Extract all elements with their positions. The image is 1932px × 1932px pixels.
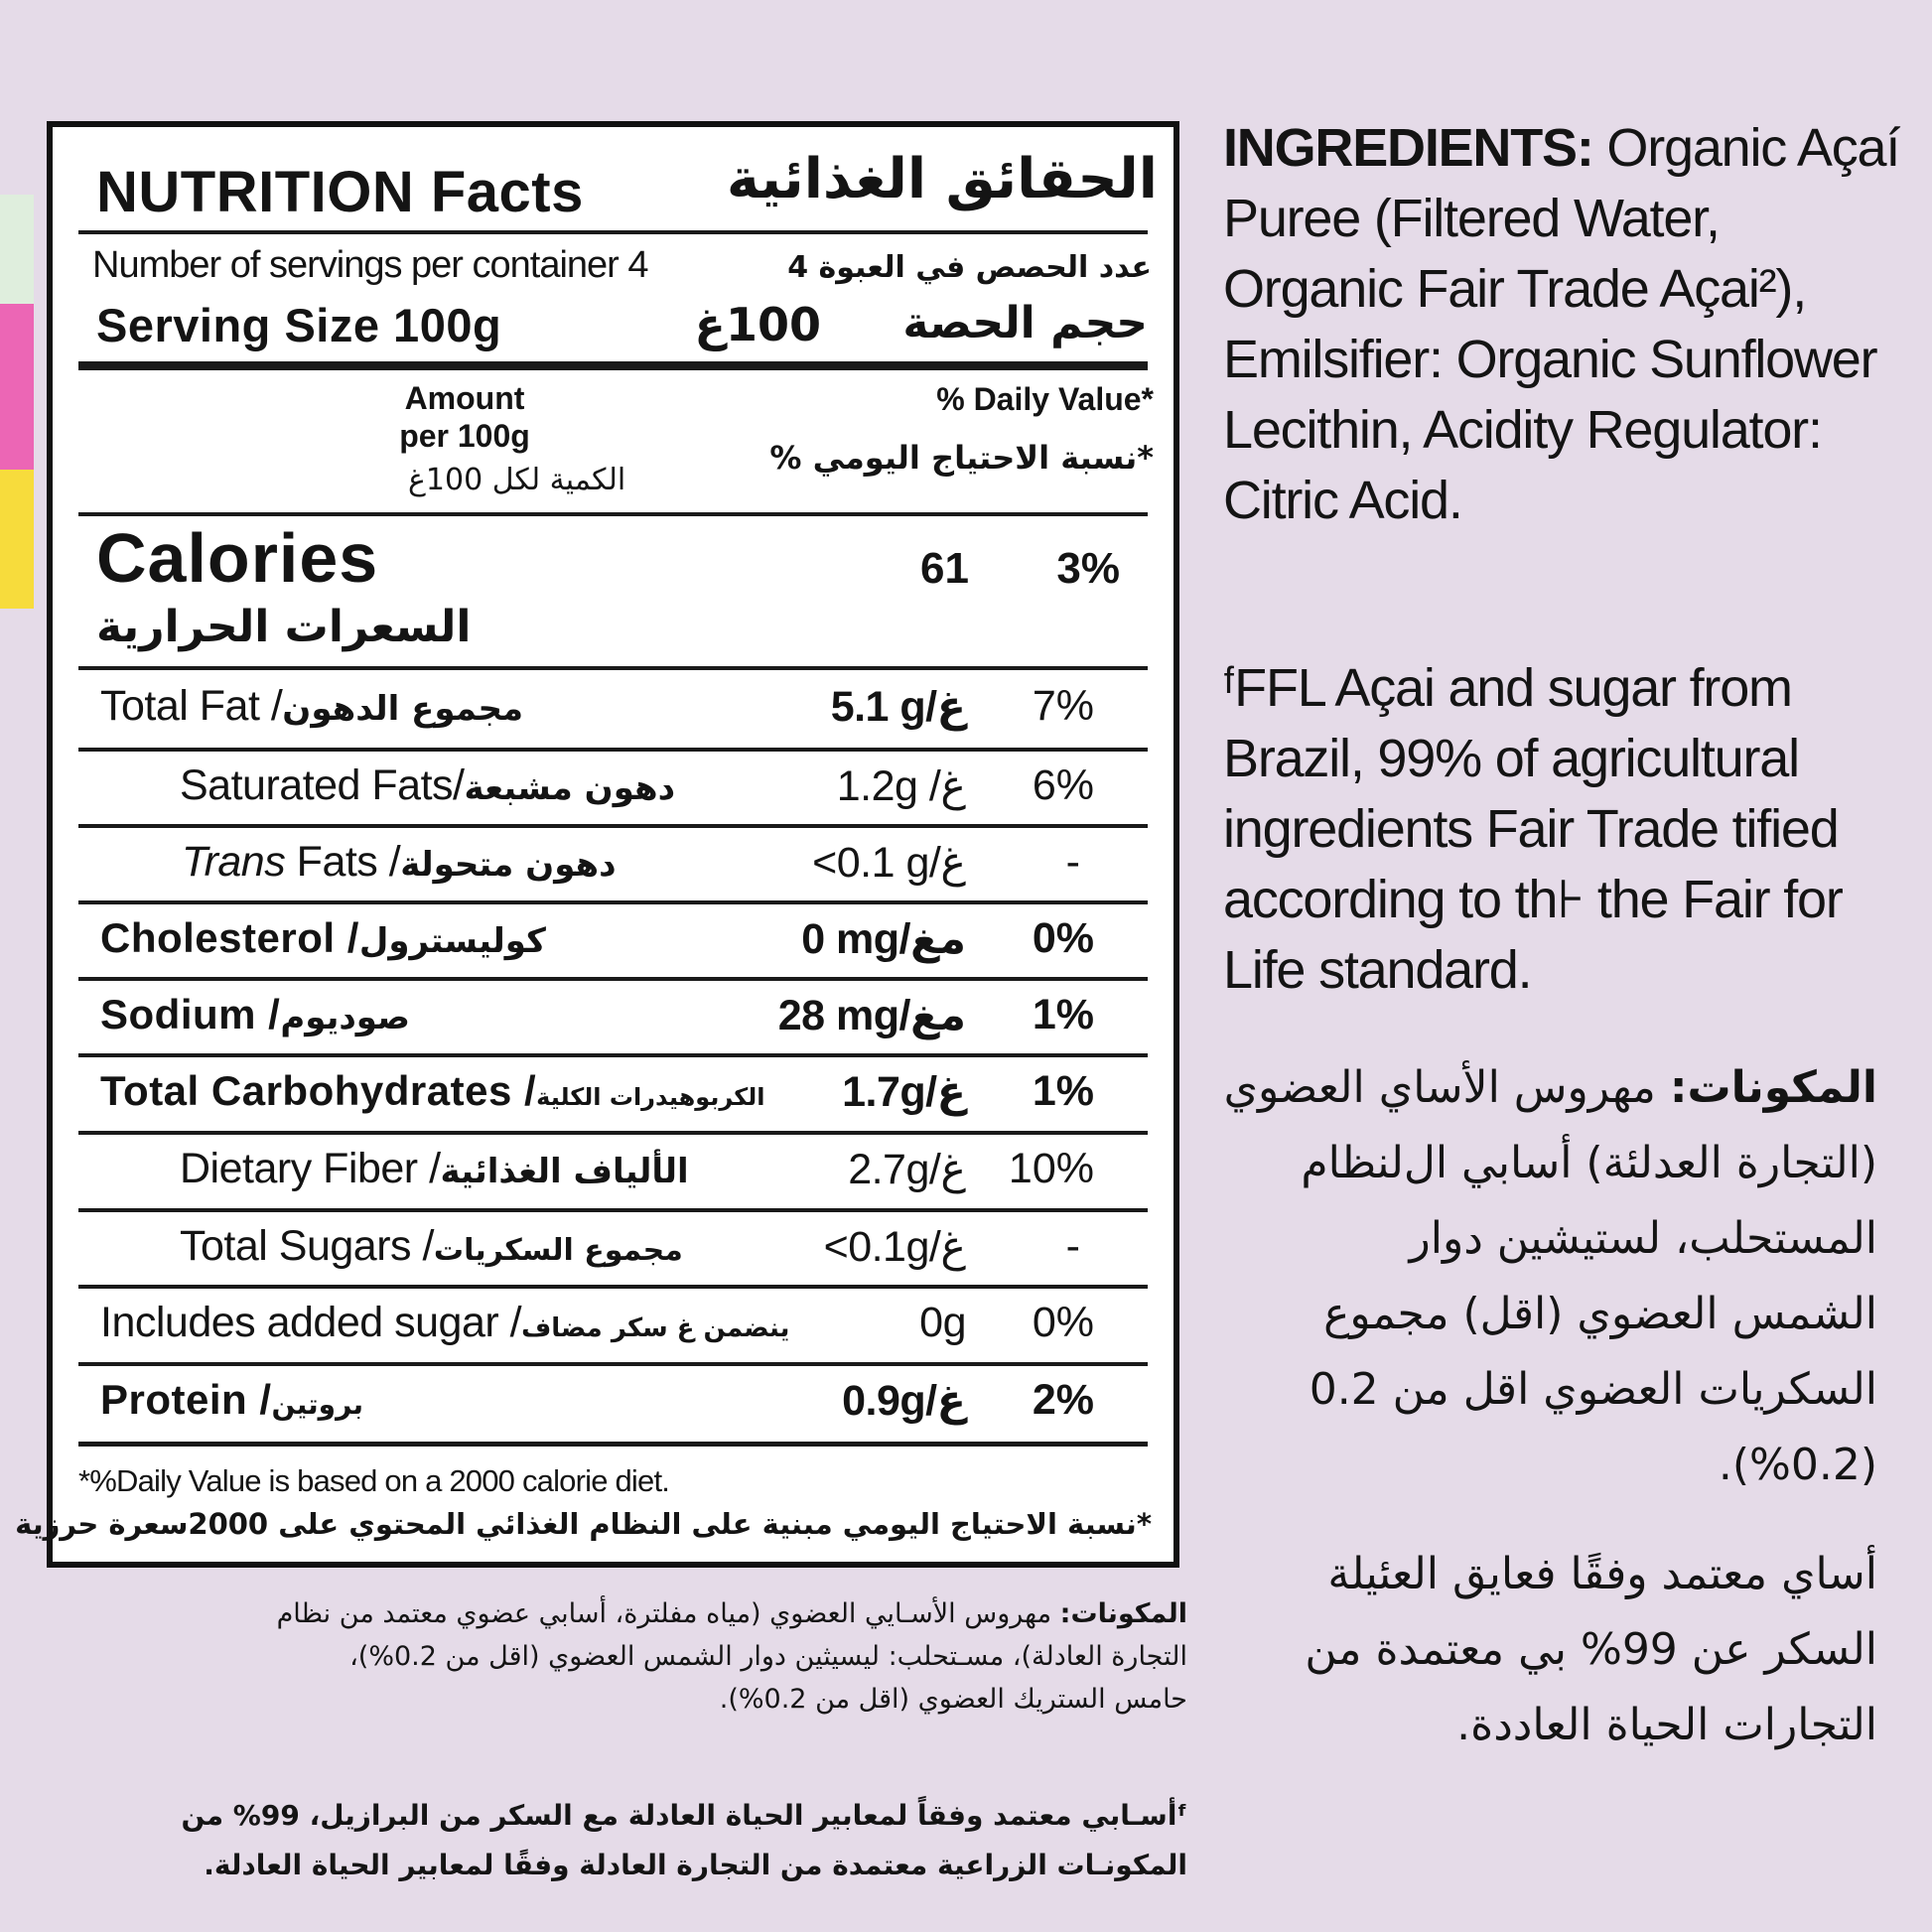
row-total-sugars (78, 1212, 1148, 1288)
row-label-en: Saturated Fats/ (180, 761, 465, 809)
row-label-ar: مجموع السكريات (433, 1233, 683, 1268)
bottom-ingredients-ar (60, 1592, 1187, 1721)
daily-value-ar: *نسبة الاحتياج اليومي % (769, 439, 1154, 477)
ingredients-line: INGREDIENTS: Organic Açaí (1223, 118, 1900, 178)
note-line: Brazil, 99% of agricultural (1223, 729, 1799, 788)
title-rule (78, 230, 1148, 234)
bottom-fairtrade-note-ar (60, 1791, 1187, 1890)
serving-size-ar: حجم الحصة (902, 298, 1148, 348)
row-label (100, 1067, 764, 1115)
row-saturated-fats (78, 752, 1148, 827)
row-label-ar: الكربوهيدرات الكلية (536, 1083, 765, 1111)
ingredients-ar (1196, 1050, 1877, 1503)
row-label-ar: الألياف الغذائية (440, 1152, 689, 1191)
footnote-en: *%Daily Value is based on a 2000 calorie diet. (78, 1463, 670, 1498)
note-line: أساي معتمد وفقًا فعايق العئيلة (1327, 1549, 1877, 1599)
ingredients-line: (%0.2). (1718, 1440, 1877, 1490)
servings-ar: عدد الحصص في العبوة 4 (787, 250, 1152, 285)
row-label-en: Total Fat / (100, 682, 283, 730)
note-line: Life standard. (1223, 940, 1532, 1000)
row-amount: <0.1 g/غ (812, 839, 966, 887)
row-label-en: Cholesterol / (100, 914, 359, 961)
row-label-ar: صوديوم (280, 998, 410, 1037)
row-label-ar: مجموع الدهون (282, 689, 523, 729)
row-label-en: Sodium / (100, 991, 281, 1037)
row-dv: 2% (1032, 1376, 1094, 1424)
row-dv: 7% (1032, 682, 1094, 730)
ingredients-line: السكريات العضوي اقل من 0.2 (1309, 1364, 1877, 1415)
row-label (180, 761, 675, 810)
row-label (100, 1376, 363, 1424)
row-dv: 6% (1032, 761, 1094, 809)
stripe-pink (0, 304, 34, 470)
row-label-ar: دهون متحولة (400, 845, 617, 885)
row-label-ar: كوليسترول (358, 921, 546, 961)
row-label-en: Total Sugars / (180, 1222, 434, 1270)
row-amount: 0g (919, 1299, 966, 1346)
row-dv: 1% (1032, 991, 1094, 1038)
servings-en: Number of servings per container 4 (92, 244, 648, 286)
ingredients-en (1223, 113, 1918, 536)
row-label (100, 991, 410, 1038)
calories-ar: السعرات الحرارية (96, 602, 472, 652)
row-dv: - (1065, 1222, 1080, 1270)
title-en: NUTRITION Facts (96, 160, 584, 224)
row-label-ar: دهون مشبعة (464, 768, 676, 808)
ingredients-line: Emilsifier: Organic Sunflower (1223, 330, 1877, 389)
amount-line1: Amount (404, 380, 525, 416)
row-trans-fats (78, 828, 1148, 903)
ingredients-heading: INGREDIENTS: (1223, 118, 1593, 178)
calories-dv: 3% (1056, 544, 1120, 593)
row-amount: 2.7g/غ (848, 1146, 966, 1193)
note-line: ingredients Fair Trade tified (1223, 799, 1839, 859)
row-amount: 28 mg/مغ (777, 992, 966, 1039)
row-label-ar: بروتين (271, 1388, 364, 1421)
note-line: المكونـات الزراعية معتمدة من التجارة العادلة وفقًا لمعابير الحياة العادلة. (204, 1849, 1187, 1881)
ingredients-heading-ar: المكونات: (1059, 1598, 1187, 1629)
ingredients-line: Citric Acid. (1223, 471, 1462, 530)
row-label-en: Dietary Fiber / (180, 1145, 441, 1192)
serving-size-en: Serving Size 100g (96, 299, 502, 351)
row-amount: 5.1 g/غ (830, 683, 966, 731)
ingredients-line: المكونات: مهروس الأسـايي العضوي (مياه مفلترة، أسابي عضوي معتمد من نظام (276, 1598, 1187, 1629)
row-amount: <0.1g/غ (823, 1223, 966, 1271)
row-amount: 0 mg/مغ (801, 915, 966, 963)
ingredients-line: الشمس العضوي (اقل) مجموع (1323, 1289, 1877, 1339)
row-added-sugar (78, 1289, 1148, 1364)
ingredients-line: المكونات: مهروس الأساي العضوي (1223, 1062, 1877, 1113)
row-label (180, 1222, 683, 1271)
amount-line2: per 100g (399, 418, 530, 454)
ingredients-line: Organic Fair Trade Açai²), (1223, 259, 1807, 319)
row-label (100, 914, 546, 962)
stripe-green (0, 195, 34, 304)
amount-header (350, 379, 579, 455)
row-dv: 0% (1032, 1299, 1094, 1346)
row-label (100, 682, 523, 731)
row-protein (78, 1366, 1148, 1442)
row-total-fat (78, 672, 1148, 748)
row-amount: 1.2g /غ (836, 762, 966, 810)
ingredients-line: Puree (Filtered Water, (1223, 189, 1720, 248)
header-rule (78, 512, 1148, 516)
row-amount: 1.7g/غ (842, 1068, 966, 1116)
amount-ar: الكمية لكل 100غ (408, 463, 626, 497)
row-label-en: Protein / (100, 1376, 272, 1423)
note-line: السكر عن 99% بي معتمدة من (1305, 1624, 1877, 1675)
row-label-italic: Trans (182, 838, 286, 886)
fairtrade-note-ar (1196, 1537, 1877, 1763)
ingredients-line: Lecithin, Acidity Regulator: (1223, 400, 1822, 460)
footnote-ar: *نسبة الاحتياج اليومي مبنية على النظام الغذائي المحتوي على 2000سعرة حرزية (15, 1507, 1152, 1541)
row-label (100, 1299, 789, 1347)
title-ar: الحقائق الغذائية (726, 147, 1158, 211)
row-dv: 10% (1008, 1145, 1094, 1192)
daily-value-header: % Daily Value* (936, 381, 1154, 417)
row-sodium (78, 981, 1148, 1056)
row-dv: 0% (1032, 914, 1094, 962)
fairtrade-note-en (1223, 653, 1918, 1006)
row-amount: 0.9g/غ (842, 1377, 966, 1425)
calories-value: 61 (920, 544, 969, 593)
note-line: according to th⊦ the Fair for (1223, 870, 1843, 929)
row-label (180, 1145, 689, 1193)
calories-rule (78, 666, 1148, 670)
protein-rule (78, 1442, 1148, 1447)
row-label-en: Fats / (285, 838, 401, 886)
row-dietary-fiber (78, 1135, 1148, 1210)
nutrition-facts-panel (15, 121, 1179, 1568)
ingredients-line: حامس الستريك العضوي (اقل من 0.2%). (719, 1684, 1187, 1715)
serving-size-value-ar: 100غ (694, 298, 821, 351)
ingredients-line: التجارة العادلة)، مسـتحلب: ليسيثين دوار الشمس العضوي (اقل من 0.2%)، (349, 1641, 1187, 1672)
stripe-yellow (0, 470, 34, 609)
row-label (182, 838, 617, 887)
ingredients-line: (التجارة العدلئة) أسابي ال‌لنظام (1301, 1138, 1877, 1188)
note-line: ᶠFFL Açai and sugar from (1223, 658, 1792, 718)
note-line: التجارات الحياة العاددة. (1456, 1700, 1877, 1750)
row-total-carbohydrates (78, 1057, 1148, 1133)
serving-rule (78, 361, 1148, 370)
ingredients-heading-ar: المكونات: (1669, 1062, 1877, 1113)
row-label-en: Includes added sugar / (100, 1299, 522, 1346)
calories-label: Calories (96, 519, 379, 597)
row-cholesterol (78, 904, 1148, 980)
row-label-en: Total Carbohydrates / (100, 1067, 537, 1114)
row-dv: - (1065, 838, 1080, 886)
ingredients-line: المستحلب، لستيشين دوار (1409, 1213, 1877, 1264)
row-label-ar: ينضمن غ سكر مضاف (521, 1313, 790, 1343)
row-dv: 1% (1032, 1067, 1094, 1115)
note-line: ᶠأسـابي معتمد وفقاً لمعابير الحياة العادلة مع السكر من البرازيل، 99% من (181, 1799, 1187, 1832)
